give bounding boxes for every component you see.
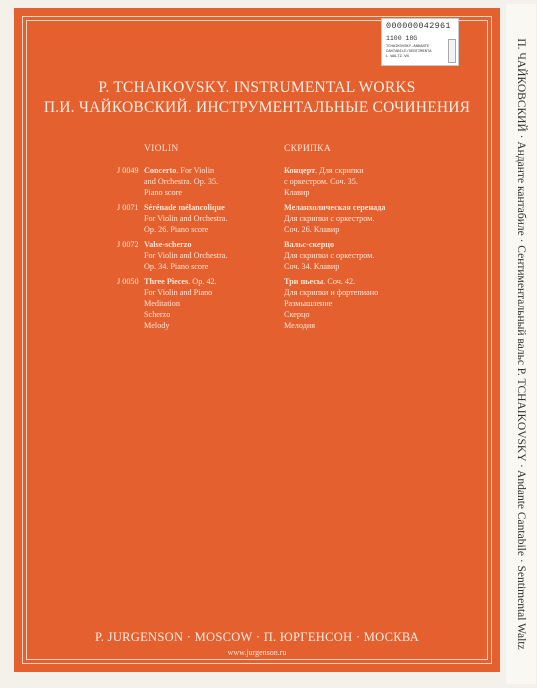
work-line-en: Op. 34. Piano score (144, 262, 209, 271)
label-code: 1100 18G (386, 35, 418, 42)
work-line-ru: Для скрипки с оркестром. (284, 214, 375, 223)
label-line: L WALTZ-VN (386, 55, 409, 59)
label-number: 000000042961 (386, 21, 451, 31)
work-en (144, 276, 279, 331)
column-heading-ru: СКРИПКА (284, 144, 331, 154)
work-title-ru: Три пьесы (284, 277, 324, 286)
catalog-code: J 0072 (117, 240, 139, 249)
work-title-ru: Меланхолическая серенада (284, 203, 386, 212)
work-line-ru: Мелодия (284, 321, 316, 330)
label-stamp-icon (448, 39, 456, 63)
work-line-en: For Violin and Orchestra. (144, 214, 228, 223)
label-line: CANTABILE/SENTIMENTA (386, 50, 432, 54)
spine (506, 4, 536, 684)
score-back-cover (14, 8, 500, 672)
publisher-url: www.jurgenson.ru (227, 648, 287, 657)
work-title-ru: Вальс-скерцо (284, 240, 335, 249)
work-line-ru: Для скрипки с оркестром. (284, 251, 375, 260)
series-title-en: P. TCHAIKOVSKY. INSTRUMENTAL WORKS (98, 79, 416, 96)
series-title-ru: П.И. ЧАЙКОВСКИЙ. ИНСТРУМЕНТАЛЬНЫЕ СОЧИНЕНИЯ (43, 99, 471, 116)
work-line-en: Piano score (144, 188, 182, 197)
work-en (144, 165, 279, 198)
work-line-ru: Размышление (284, 299, 333, 308)
work-line-en: Meditation (144, 299, 180, 308)
work-title-en: Concerto (144, 166, 177, 175)
catalog-code: J 0050 (117, 277, 139, 286)
publisher-line: P. JURGENSON · MOSCOW · П. ЮРГЕНСОН · МОСКВА (94, 630, 420, 644)
work-title-suffix-ru: . Соч. 42. (323, 277, 356, 286)
catalog-code: J 0049 (117, 166, 139, 175)
work-en (144, 239, 279, 272)
column-heading-en: VIOLIN (144, 144, 179, 154)
work-line-ru: с оркестром. Соч. 35. (284, 177, 358, 186)
work-line-ru: Для скрипки и фортепиано (284, 288, 379, 297)
work-line-en: For Violin and Piano (144, 288, 213, 297)
work-line-en: Scherzo (144, 310, 171, 319)
catalog-code: J 0071 (117, 203, 139, 212)
work-title-suffix-en: . Op. 42. (188, 277, 217, 286)
work-ru (284, 165, 424, 198)
work-line-en: Melody (144, 321, 170, 330)
work-en (144, 202, 279, 235)
work-line-ru: Соч. 34. Клавир (284, 262, 340, 271)
work-line-ru: Скерцо (284, 310, 310, 319)
work-ru (284, 276, 424, 331)
work-title-en: Sérénade mélancolique (144, 203, 225, 212)
work-title-suffix-ru: . Для скрипки (315, 166, 364, 175)
work-ru (284, 239, 424, 272)
work-title-ru: Концерт (284, 166, 316, 175)
work-line-en: For Violin and Orchestra. (144, 251, 228, 260)
work-ru (284, 202, 424, 235)
work-title-en: Valse-scherzo (144, 240, 192, 249)
work-line-ru: Соч. 26. Клавир (284, 225, 340, 234)
work-line-ru: Клавир (284, 188, 310, 197)
work-title-en: Three Pieces (144, 277, 189, 286)
barcode-label (381, 18, 459, 66)
spine-text: П. ЧАЙКОВСКИЙ · Анданте кантабиле · Сентиментальный вальс P. TCHAIKOVSKY · Andante Cantabile · Sentimental Waltz (515, 38, 527, 650)
label-line: TCHAIKOVSKY-ANDANTE (386, 45, 430, 49)
work-line-en: Op. 26. Piano score (144, 225, 209, 234)
work-line-en: and Orchestra. Op. 35. (144, 177, 219, 186)
work-title-suffix-en: . For Violin (176, 166, 215, 175)
